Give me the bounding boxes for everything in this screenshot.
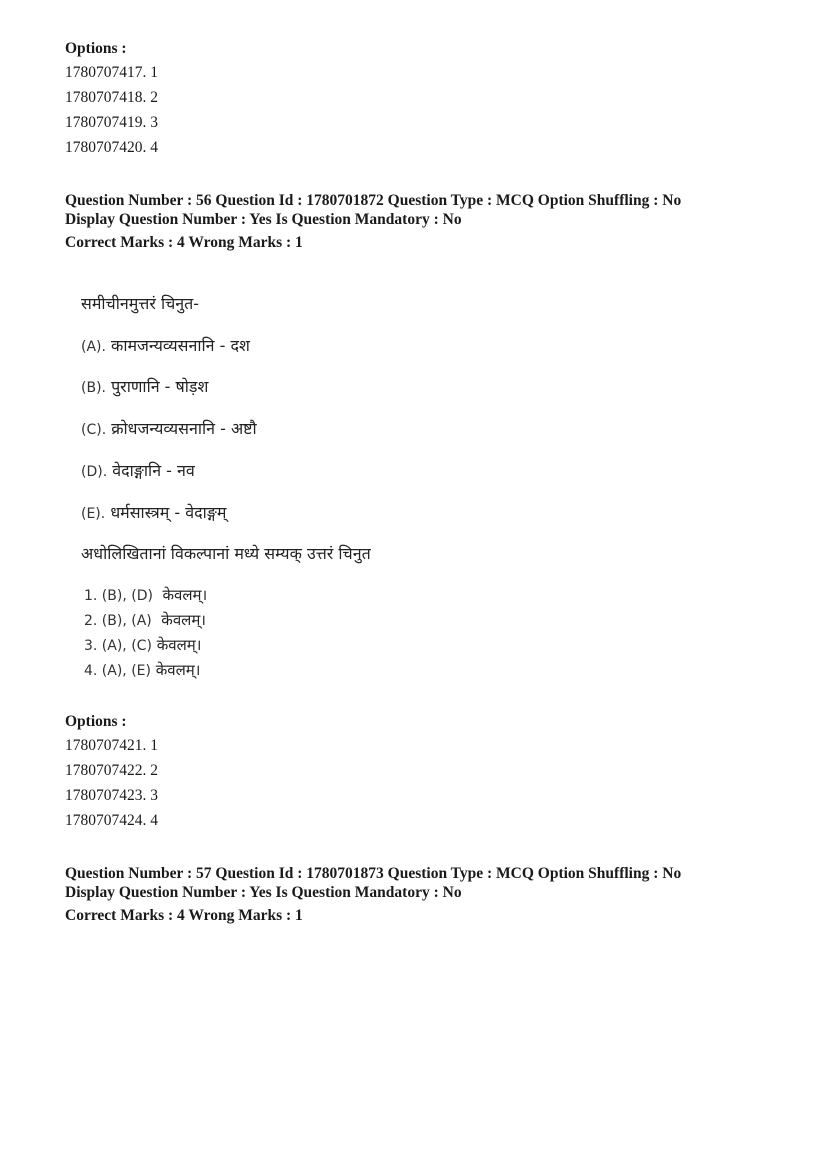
option-line: 1780707422. 2 bbox=[65, 762, 158, 779]
choice-label: 4. (A), (E) bbox=[84, 663, 151, 679]
statement-label: (D). bbox=[81, 464, 108, 480]
statement-label: (C). bbox=[81, 422, 107, 438]
answer-choice bbox=[84, 610, 206, 630]
option-line: 1780707423. 3 bbox=[65, 787, 158, 804]
question-instruction: अधोलिखितानां विकल्पानां मध्ये सम्यक् उत्तरं चिनुत bbox=[81, 544, 371, 563]
choice-text: केवलम्। bbox=[156, 636, 202, 654]
answer-choice bbox=[84, 585, 207, 605]
question-meta: Question Number : 57 Question Id : 1780701873 Question Type : MCQ Option Shuffling : No bbox=[65, 865, 682, 882]
option-line: 1780707418. 2 bbox=[65, 89, 158, 106]
option-line: 1780707420. 4 bbox=[65, 139, 158, 156]
question-meta: Question Number : 56 Question Id : 1780701872 Question Type : MCQ Option Shuffling : No bbox=[65, 192, 682, 209]
question-prompt: समीचीनमुत्तरं चिनुत- bbox=[81, 294, 200, 313]
answer-choice bbox=[84, 660, 200, 680]
statement-text: वेदाङ्गानि - नव bbox=[112, 461, 195, 480]
question-meta: Display Question Number : Yes Is Question Mandatory : No bbox=[65, 884, 462, 901]
options-heading: Options : bbox=[65, 40, 127, 57]
statement-text: धर्मसास्त्रम् - वेदाङ्गम् bbox=[110, 503, 227, 522]
statement-a bbox=[81, 334, 250, 356]
option-line: 1780707419. 3 bbox=[65, 114, 158, 131]
statement-c bbox=[81, 417, 257, 439]
option-line: 1780707417. 1 bbox=[65, 64, 158, 81]
statement-text: क्रोधजन्यव्यसनानि - अष्टौ bbox=[111, 419, 257, 438]
statement-b bbox=[81, 375, 208, 397]
statement-d bbox=[81, 459, 195, 481]
statement-label: (E). bbox=[81, 506, 106, 522]
statement-e bbox=[81, 501, 227, 523]
answer-choice bbox=[84, 635, 201, 655]
statement-label: (B). bbox=[81, 380, 106, 396]
choice-text: केवलम्। bbox=[162, 586, 208, 604]
choice-label: 3. (A), (C) bbox=[84, 638, 152, 654]
statement-text: पुराणानि - षोड़श bbox=[111, 377, 209, 396]
choice-label: 2. (B), (A) bbox=[84, 613, 152, 629]
statement-label: (A). bbox=[81, 339, 106, 355]
question-marks: Correct Marks : 4 Wrong Marks : 1 bbox=[65, 234, 303, 251]
statement-text: कामजन्यव्यसनानि - दश bbox=[111, 336, 250, 355]
choice-text: केवलम्। bbox=[161, 611, 206, 629]
question-meta: Display Question Number : Yes Is Question Mandatory : No bbox=[65, 211, 462, 228]
option-line: 1780707421. 1 bbox=[65, 737, 158, 754]
options-heading: Options : bbox=[65, 713, 127, 730]
option-line: 1780707424. 4 bbox=[65, 812, 158, 829]
choice-label: 1. (B), (D) bbox=[84, 588, 153, 604]
question-marks: Correct Marks : 4 Wrong Marks : 1 bbox=[65, 907, 303, 924]
choice-text: केवलम्। bbox=[155, 661, 201, 679]
